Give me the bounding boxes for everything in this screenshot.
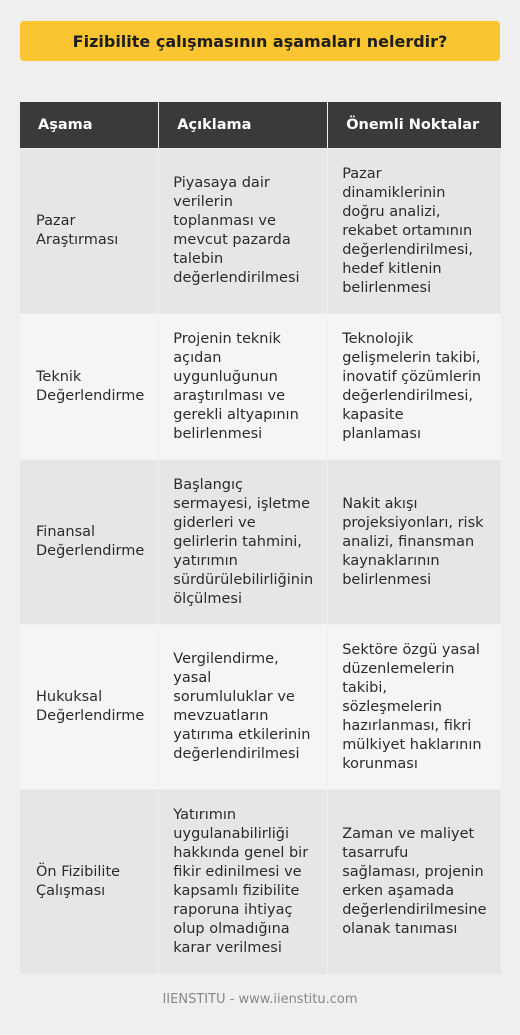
feasibility-stages-table: [20, 102, 501, 974]
stage-cell: Hukuksal Değerlendirme: [20, 624, 159, 789]
header-description: Açıklama: [159, 102, 328, 148]
description-cell: Vergilendirme, yasal sorumluluklar ve mevzuatların yatırıma etkilerinin değerlendirilmesi: [159, 624, 328, 789]
stage-cell: Finansal Değerlendirme: [20, 459, 159, 624]
footer-credit: IIENSTITU - www.iienstitu.com: [162, 992, 358, 1007]
table-header-row: [20, 102, 501, 148]
key-points-cell: Teknolojik gelişmelerin takibi, inovatif çözümlerin değerlendirilmesi, kapasite planlaması: [328, 313, 500, 459]
key-points-cell: Zaman ve maliyet tasarrufu sağlaması, projenin erken aşamada değerlendirilmesine olanak tanıması: [328, 789, 500, 974]
description-cell: Piyasaya dair verilerin toplanması ve mevcut pazarda talebin değerlendirilmesi: [159, 148, 328, 313]
description-cell: Yatırımın uygulanabilirliği hakkında genel bir fikir edinilmesi ve kapsamlı fizibilite raporuna ihtiyaç olup olmadığına karar verilmesi: [159, 789, 328, 974]
table-row: [20, 624, 501, 789]
description-cell: Projenin teknik açıdan uygunluğunun araştırılması ve gerekli altyapının belirlenmesi: [159, 313, 328, 459]
stage-cell: Pazar Araştırması: [20, 148, 159, 313]
header-key-points: Önemli Noktalar: [328, 102, 500, 148]
page-title: Fizibilite çalışmasının aşamaları nelerdir?: [20, 21, 500, 61]
description-cell: Başlangıç sermayesi, işletme giderleri ve gelirlerin tahmini, yatırımın sürdürülebilirliğinin ölçülmesi: [159, 459, 328, 624]
table-row: [20, 459, 501, 624]
key-points-cell: Pazar dinamiklerinin doğru analizi, rekabet ortamının değerlendirilmesi, hedef kitlenin belirlenmesi: [328, 148, 500, 313]
stage-cell: Ön Fizibilite Çalışması: [20, 789, 159, 974]
stage-cell: Teknik Değerlendirme: [20, 313, 159, 459]
table-row: [20, 148, 501, 313]
key-points-cell: Sektöre özgü yasal düzenlemelerin takibi, sözleşmelerin hazırlanması, fikri mülkiyet haklarının korunması: [328, 624, 500, 789]
key-points-cell: Nakit akışı projeksiyonları, risk analizi, finansman kaynaklarının belirlenmesi: [328, 459, 500, 624]
table-row: [20, 789, 501, 974]
table-row: [20, 313, 501, 459]
header-stage: Aşama: [20, 102, 159, 148]
